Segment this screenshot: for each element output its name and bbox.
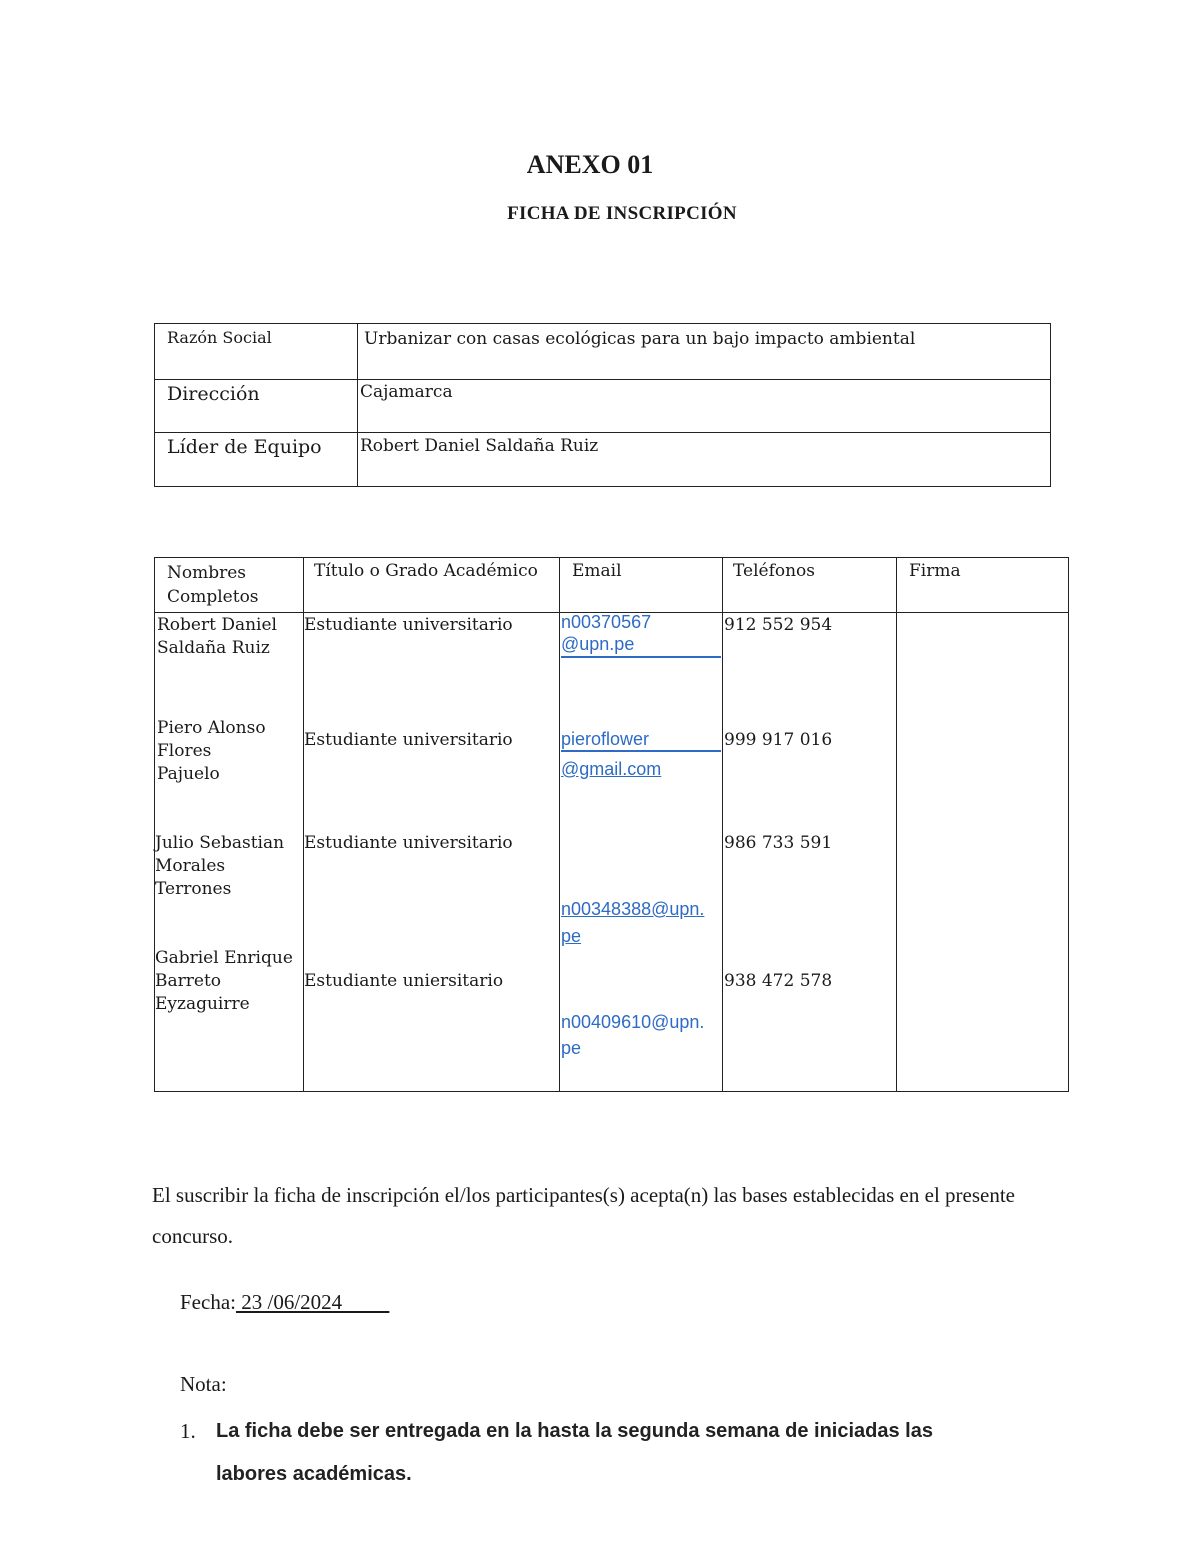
member-degree: Estudiante universitario — [304, 730, 513, 750]
header-degree: Título o Grado Académico — [304, 558, 560, 613]
names-column — [155, 613, 304, 1092]
note-label: Nota: — [180, 1372, 227, 1396]
info-value: Robert Daniel Saldaña Ruiz — [358, 433, 1051, 487]
note-number: 1. — [180, 1419, 196, 1443]
member-name: Piero Alonso Flores Pajuelo — [157, 718, 266, 784]
page-title: ANEXO 01 — [526, 150, 654, 179]
member-name: Gabriel Enrique Barreto Eyzaguirre — [155, 948, 293, 1014]
phones-column — [723, 613, 897, 1092]
info-row-direccion — [155, 380, 1051, 433]
header-names: Nombres Completos — [155, 558, 304, 613]
member-name: Robert Daniel Saldaña Ruiz — [157, 615, 277, 658]
info-label: Razón Social — [155, 324, 358, 380]
member-email-link[interactable]: n00409610@upn. pe — [561, 1012, 705, 1058]
header-phones: Teléfonos — [723, 558, 897, 613]
date-value: 23 /06/2024 — [235, 1290, 390, 1314]
member-degree: Estudiante uniersitario — [304, 971, 504, 991]
members-body-row — [155, 613, 1069, 1092]
participation-statement: El suscribir la ficha de inscripción el/los participantes(s) acepta(n) las bases establecidas en el presente concurso. — [152, 1183, 1015, 1248]
info-label: Líder de Equipo — [155, 433, 358, 487]
info-row-lider — [155, 433, 1051, 487]
emails-column — [560, 613, 723, 1092]
member-phone: 938 472 578 — [724, 971, 833, 991]
header-email: Email — [560, 558, 723, 613]
members-header-row — [155, 558, 1069, 613]
info-value: Cajamarca — [358, 380, 1051, 433]
member-phone: 986 733 591 — [724, 833, 833, 853]
member-degree: Estudiante universitario — [304, 833, 513, 853]
member-email-link[interactable]: pieroflower @gmail.com — [561, 728, 721, 780]
member-name: Julio Sebastian Morales Terrones — [155, 833, 285, 899]
member-phone: 999 917 016 — [724, 730, 833, 750]
info-label: Dirección — [155, 380, 358, 433]
page-subtitle: FICHA DE INSCRIPCIÓN — [507, 203, 737, 224]
info-row-razon-social — [155, 324, 1051, 380]
degrees-column — [304, 613, 560, 1092]
members-table — [154, 557, 1069, 1092]
member-email-link[interactable]: n00348388@upn. pe — [561, 899, 705, 946]
date-label: Fecha: — [180, 1290, 236, 1314]
date-line — [180, 1290, 389, 1315]
member-degree: Estudiante universitario — [304, 615, 513, 635]
info-value: Urbanizar con casas ecológicas para un bajo impacto ambiental — [358, 324, 1051, 380]
note-text: La ficha debe ser entregada en la hasta la segunda semana de iniciadas las labores académicas. — [216, 1420, 933, 1485]
header-signature: Firma — [897, 558, 1069, 613]
signature-column — [897, 613, 1069, 1092]
member-phone: 912 552 954 — [724, 615, 833, 635]
member-email-link[interactable]: n00370567 @upn.pe — [561, 611, 721, 658]
company-info-table — [154, 323, 1051, 487]
